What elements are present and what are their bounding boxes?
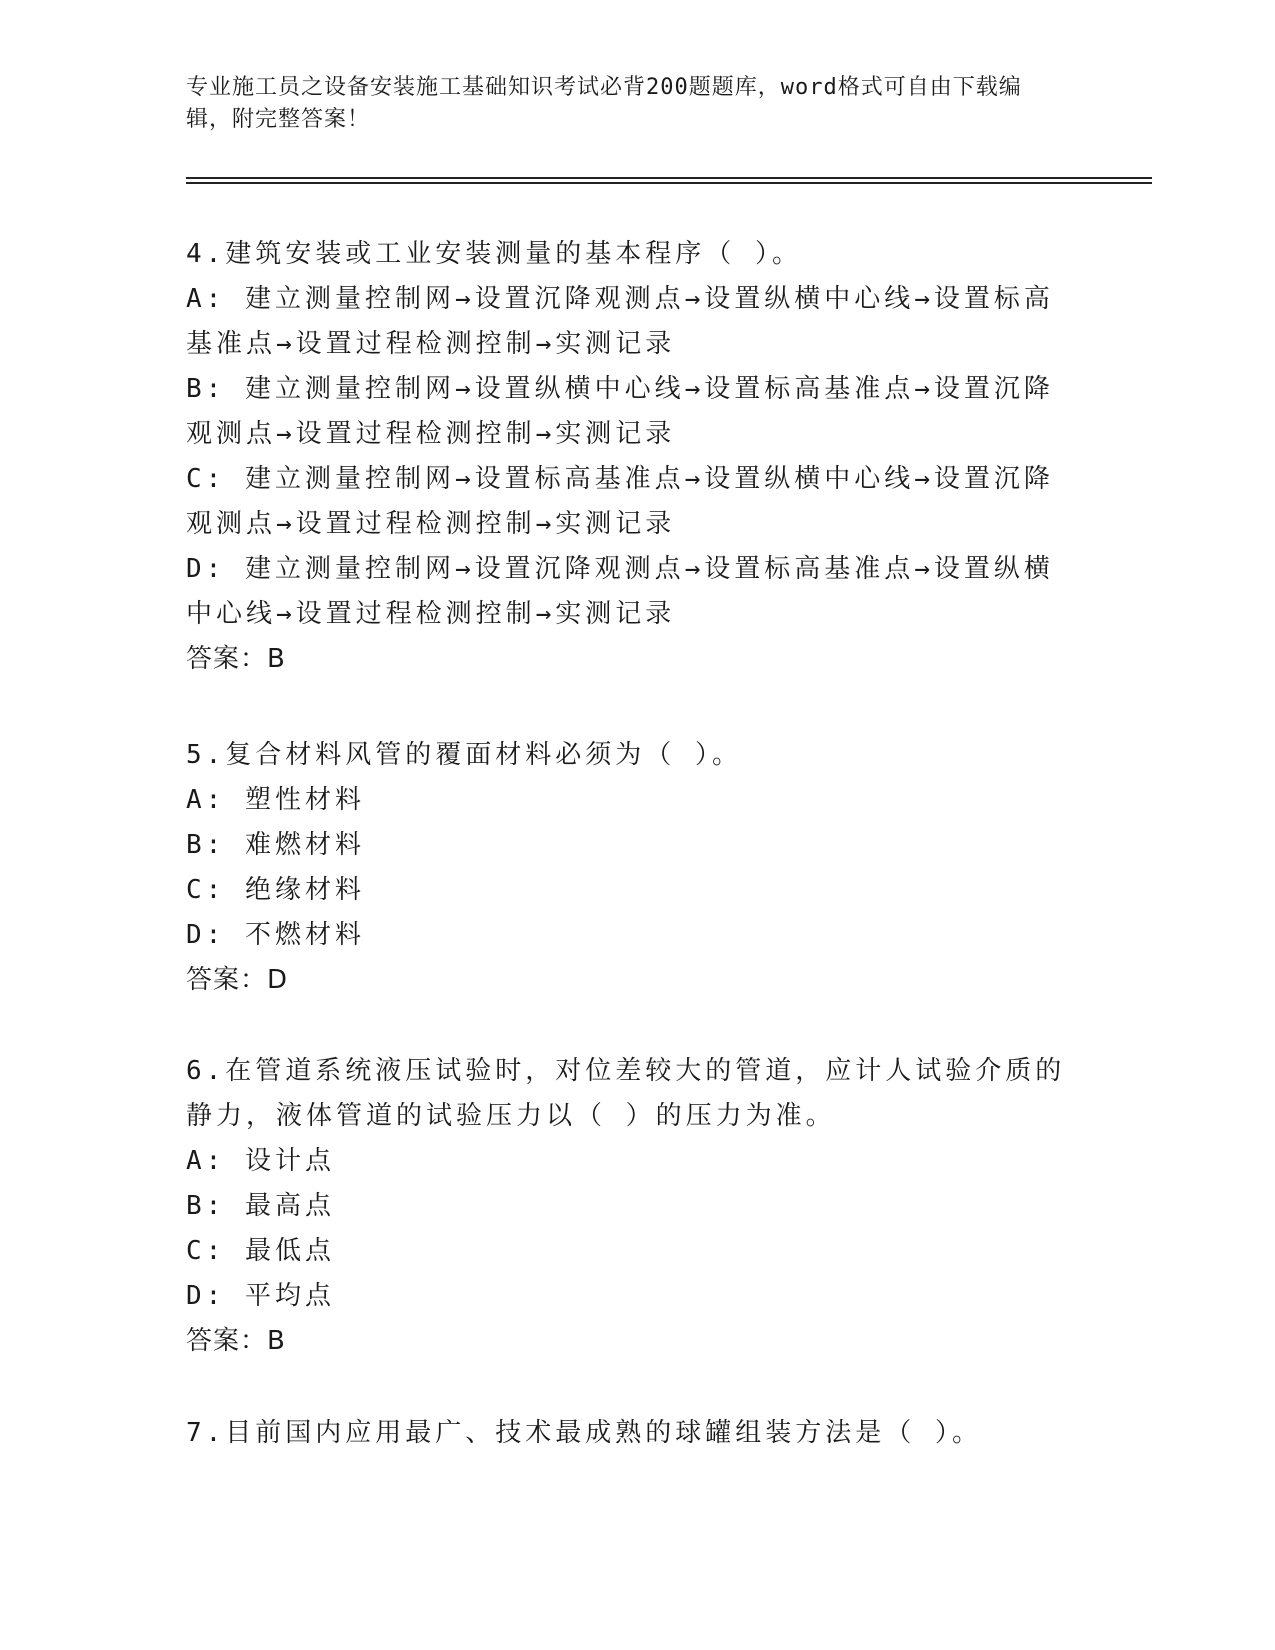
option-c: C: 绝缘材料: [186, 875, 365, 905]
question-6: [186, 1049, 1066, 1364]
option-a: A: 塑性材料: [186, 785, 365, 815]
question-stem: 5.复合材料风管的覆面材料必须为（ ）。: [186, 740, 742, 770]
option-a: A: 建立测量控制网→设置沉降观测点→设置纵横中心线→设置标高基准点→设置过程检测控制→实测记录: [186, 284, 1054, 359]
document-header: 专业施工员之设备安装施工基础知识考试必背200题题库，word格式可自由下载编辑，附完整答案！: [186, 75, 1022, 132]
option-d: D: 不燃材料: [186, 920, 365, 950]
option-b: B: 最高点: [186, 1191, 335, 1221]
option-d: D: 建立测量控制网→设置沉降观测点→设置标高基准点→设置纵横中心线→设置过程检测控制→实测记录: [186, 554, 1054, 629]
option-c: C: 最低点: [186, 1236, 335, 1266]
question-7: [186, 1411, 1066, 1456]
answer-label: 答案：D: [186, 965, 289, 995]
option-b: B: 难燃材料: [186, 830, 365, 860]
question-5: [186, 733, 1066, 1003]
option-c: C: 建立测量控制网→设置标高基准点→设置纵横中心线→设置沉降观测点→设置过程检测控制→实测记录: [186, 464, 1054, 539]
option-d: D: 平均点: [186, 1281, 335, 1311]
option-a: A: 设计点: [186, 1146, 335, 1176]
question-stem: 4.建筑安装或工业安装测量的基本程序（ ）。: [186, 239, 802, 269]
option-b: B: 建立测量控制网→设置纵横中心线→设置标高基准点→设置沉降观测点→设置过程检测控制→实测记录: [186, 374, 1054, 449]
question-stem: 7.目前国内应用最广、技术最成熟的球罐组装方法是（ ）。: [186, 1418, 982, 1448]
answer-label: 答案：B: [186, 644, 286, 674]
header-divider-top: [186, 177, 1152, 179]
header-divider-bottom: [186, 182, 1152, 184]
question-stem: 6.在管道系统液压试验时，对位差较大的管道，应计人试验介质的静力，液体管道的试验压力以（ ）的压力为准。: [186, 1056, 1066, 1131]
question-4: [186, 232, 1066, 682]
answer-label: 答案：B: [186, 1326, 286, 1356]
